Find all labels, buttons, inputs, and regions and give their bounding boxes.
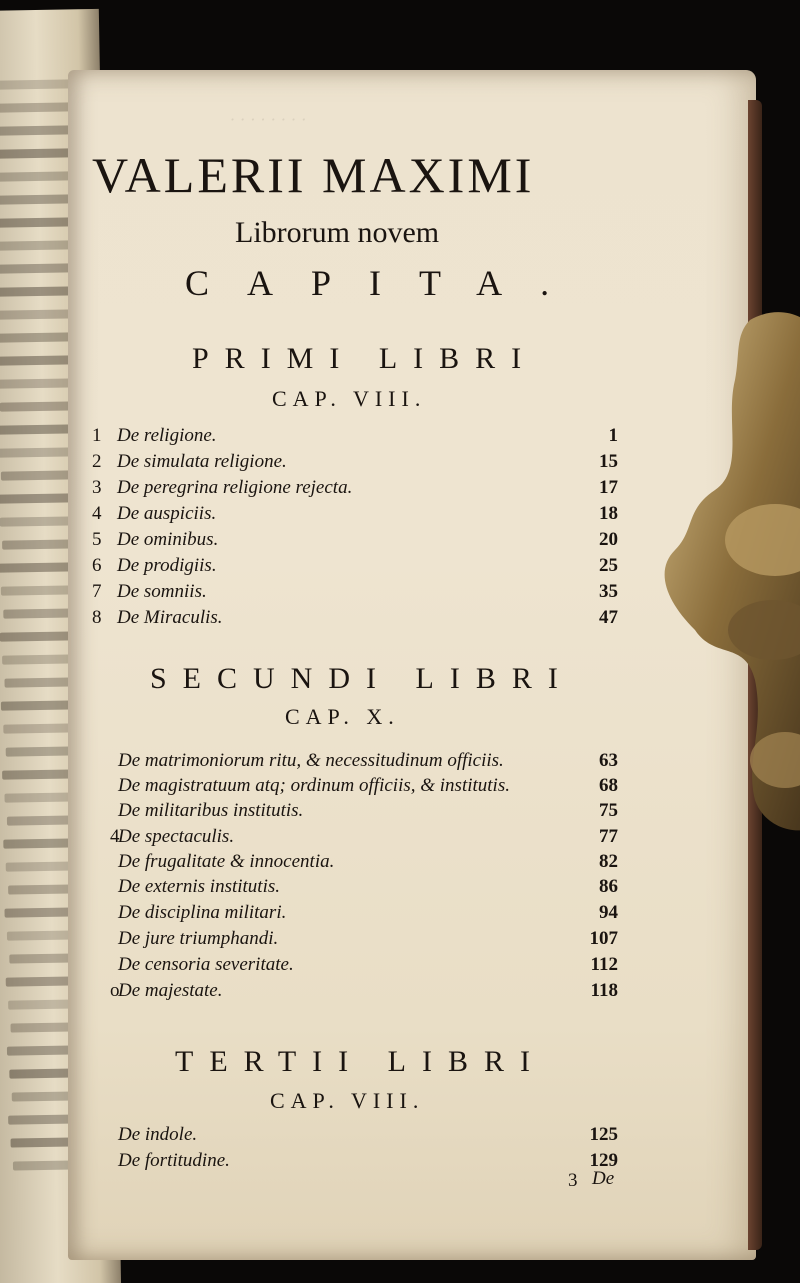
chapter-title: De Miraculis. <box>117 607 223 628</box>
page-number: 18 <box>599 503 618 524</box>
page-number: 86 <box>599 876 618 897</box>
page-number: 47 <box>599 607 618 628</box>
chapter-title: De somniis. <box>117 581 207 602</box>
title-line-1: VALERII MAXIMI <box>92 147 535 203</box>
chapter-title: De auspiciis. <box>117 503 217 524</box>
page-number: 1 <box>608 425 618 446</box>
chapter-title: De frugalitate & innocentia. <box>118 851 335 872</box>
chapter-title: De religione. <box>117 425 217 446</box>
catchword: De <box>592 1168 615 1189</box>
chapter-number: 3 <box>92 477 102 498</box>
brass-clasp <box>655 300 800 840</box>
chapter-number: 5 <box>92 529 102 550</box>
chapter-number: 8 <box>92 607 102 628</box>
page-number: 68 <box>599 775 618 796</box>
section-heading: PRIMI LIBRI <box>192 342 538 375</box>
chapter-number: 4 <box>92 503 102 524</box>
page-number: 35 <box>599 581 618 602</box>
title-line-3: CAPITA. <box>185 263 588 303</box>
page-number: 25 <box>599 555 618 576</box>
chapter-number: 6 <box>92 555 102 576</box>
page-number: 77 <box>599 826 618 847</box>
chapter-number: 4 <box>110 826 120 847</box>
section-cap: CAP. X. <box>285 704 400 729</box>
chapter-title: De magistratuum atq; ordinum officiis, & institutis. <box>118 775 510 796</box>
title-line-2: Librorum novem <box>235 216 440 249</box>
page-number: 17 <box>599 477 618 498</box>
page-number: 75 <box>599 800 618 821</box>
chapter-title: De indole. <box>118 1124 198 1145</box>
page-number: 112 <box>590 954 618 975</box>
section-cap: CAP. VIII. <box>272 386 427 411</box>
page-number: 20 <box>599 529 618 550</box>
page-number: 118 <box>590 980 618 1001</box>
chapter-number: 1 <box>92 425 102 446</box>
page-number: 129 <box>589 1150 618 1171</box>
page-number: 107 <box>589 928 618 949</box>
chapter-title: De majestate. <box>118 980 223 1001</box>
section-heading: SECUNDI LIBRI <box>150 662 574 695</box>
section-heading: TERTII LIBRI <box>175 1045 546 1078</box>
chapter-number: 2 <box>92 451 102 472</box>
page-number: 82 <box>599 851 618 872</box>
chapter-title: De peregrina religione rejecta. <box>117 477 353 498</box>
chapter-title: De prodigiis. <box>117 555 217 576</box>
page-number: 125 <box>589 1124 618 1145</box>
chapter-title: De ominibus. <box>117 529 219 550</box>
catchword-index: 3 <box>568 1170 578 1191</box>
chapter-number: 7 <box>92 581 102 602</box>
chapter-title: De disciplina militari. <box>118 902 287 923</box>
page-number: 63 <box>599 750 618 771</box>
chapter-title: De externis institutis. <box>118 876 281 897</box>
chapter-number: o <box>110 980 120 1001</box>
chapter-title: De militaribus institutis. <box>118 800 304 821</box>
chapter-title: De simulata religione. <box>117 451 287 472</box>
chapter-title: De spectaculis. <box>118 826 235 847</box>
chapter-title: De censoria severitate. <box>118 954 294 975</box>
page-number: 15 <box>599 451 618 472</box>
chapter-title: De jure triumphandi. <box>118 928 279 949</box>
show-through-text: · · · · · · · · <box>230 110 307 129</box>
chapter-title: De matrimoniorum ritu, & necessitudinum officiis. <box>118 750 504 771</box>
page-number: 94 <box>599 902 618 923</box>
chapter-title: De fortitudine. <box>118 1150 230 1171</box>
section-cap: CAP. VIII. <box>270 1088 425 1113</box>
